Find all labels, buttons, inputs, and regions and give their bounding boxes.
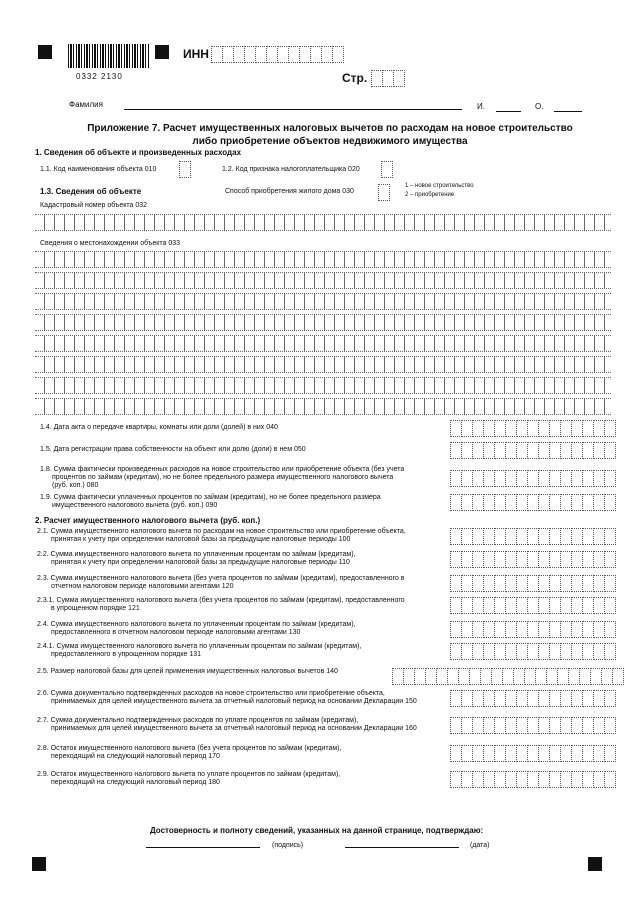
section2-item-line2: принятая к учету при определении налоговой базы за предыдущие налоговые периоды 100 [51, 536, 351, 543]
field-1-8-line3: (руб. коп.) 080 [52, 482, 99, 489]
section2-item-line1: 2.3. Сумма имущественного налогового вычета (без учета процентов по займам (кредитам), предоставленного в [37, 575, 405, 582]
section2-item-line1: 2.4. Сумма имущественного налогового вычета по уплаченным процентам по займам (кредитам), [37, 621, 356, 628]
initial-o-line[interactable] [554, 111, 582, 112]
section2-item-cells[interactable] [450, 717, 615, 734]
signature-label: (подпись) [272, 842, 304, 849]
acquisition-method-cells[interactable] [378, 184, 389, 201]
section2-item-line2: принимаемых для целей имущественного вычета за отчетный налоговый период на основании Декларации 150 [51, 698, 417, 705]
field-1-5-cells[interactable] [450, 442, 615, 459]
field-1-1-cells[interactable] [179, 161, 190, 178]
section2-item-label [37, 621, 447, 637]
marker-bottom-left [32, 857, 46, 871]
section2-item-label [37, 668, 447, 676]
section2-item-line1: 2.4.1. Сумма имущественного налогового вычета по уплаченным процентам по займам (кредитам), [37, 643, 362, 650]
marker-bottom-right [588, 857, 602, 871]
field-1-5-label: 1.5. Дата регистрации права собственности на объект или долю (доли) в нем 050 [40, 446, 306, 453]
option-acquisition: 2 – приобретение [405, 192, 455, 198]
section2-item-line2: отчетном налоговом периоде налоговыми агентами 120 [51, 583, 234, 590]
field-1-8-line2: процентов по займам (кредитам), но не более предельного размера имущественного налогового вычета [52, 474, 394, 481]
option-new-construction: 1 – новое строительство [405, 183, 474, 189]
section2-item-label [37, 771, 447, 787]
section2-item-cells[interactable] [450, 643, 615, 660]
section2-item-line1: 2.3.1. Сумма имущественного налогового вычета (без учета процентов по займам (кредитам), предоставленного [37, 597, 405, 604]
section2-item-line1: 2.5. Размер налоговой базы для целей применения имущественных налоговых вычетов 140 [37, 668, 338, 675]
section1-heading: 1. Сведения об объекте и произведенных расходах [35, 148, 242, 157]
section2-item-line1: 2.6. Сумма документально подтвержденных расходов на новое строительство или приобретение объекта, [37, 690, 385, 697]
initial-i-line[interactable] [496, 111, 521, 112]
section2-item-cells[interactable] [450, 575, 615, 592]
section2-item-line2: предоставленного в упрощенном порядке 131 [51, 651, 202, 658]
section2-item-cells[interactable] [450, 528, 615, 545]
cadastral-cells[interactable] [35, 214, 611, 235]
section2-item-line2: в упрощенном порядке 121 [51, 605, 140, 612]
field-1-4-label: 1.4. Дата акта о передаче квартиры, комнаты или доли (долей) в них 040 [40, 424, 278, 431]
section2-item-cells[interactable] [450, 690, 615, 707]
page-cells[interactable] [371, 70, 404, 87]
date-label: (дата) [470, 842, 490, 849]
surname-label: Фамилия [69, 100, 103, 109]
section2-item-line2: переходящий на следующий налоговый период 170 [51, 753, 220, 760]
section2-item-label [37, 528, 447, 544]
location-cells[interactable] [35, 251, 611, 419]
field-1-8-label [40, 466, 450, 490]
field-1-4-cells[interactable] [450, 420, 615, 437]
barcode [68, 44, 150, 68]
section2-item-cells[interactable] [450, 551, 615, 568]
section2-item-cells[interactable] [450, 621, 615, 638]
field-1-8-cells[interactable] [450, 470, 615, 487]
section2-item-label [37, 643, 447, 659]
field-1-9-line1: 1.9. Сумма фактически уплаченных процентов по займам (кредитам), но не более предельного размера [40, 494, 381, 501]
section2-item-line1: 2.1. Сумма имущественного налогового вычета по расходам на новое строительство или приобретение объекта, [37, 528, 406, 535]
section2-item-line2: принятая к учету при определении налоговой базы за предыдущие налоговые периоды 110 [51, 559, 350, 566]
section2-item-label [37, 690, 447, 706]
confirmation-text: Достоверность и полноту сведений, указанных на данной странице, подтверждаю: [150, 826, 484, 835]
section2-item-label [37, 717, 447, 733]
section2-item-cells[interactable] [450, 597, 615, 614]
inn-cells[interactable] [211, 46, 343, 63]
field-1-3-label: 1.3. Сведения об объекте [40, 187, 142, 196]
section2-item-label [37, 551, 447, 567]
section2-item-line2: принимаемых для целей имущественного вычета за отчетный налоговый период на основании Декларации 160 [51, 725, 417, 732]
section2-item-label [37, 597, 447, 613]
section2-item-line1: 2.9. Остаток имущественного налогового вычета по уплате процентов по займам (кредитам), [37, 771, 341, 778]
acquisition-options [405, 182, 474, 200]
field-1-9-cells[interactable] [450, 494, 615, 511]
acquisition-method-label: Способ приобретения жилого дома 030 [225, 188, 354, 195]
section2-item-label [37, 575, 447, 591]
marker-top-left [38, 45, 52, 59]
page-title-line2: либо приобретение объектов недвижимого имущества [192, 136, 468, 147]
page-label: Стр. [342, 71, 368, 85]
marker-top-right [155, 45, 169, 59]
initial-o-label: О. [535, 102, 544, 111]
location-label: Сведения о местонахождении объекта 033 [40, 240, 180, 247]
page-title-line1: Приложение 7. Расчет имущественных налоговых вычетов по расходам на новое строительство [87, 123, 573, 134]
section2-item-line1: 2.8. Остаток имущественного налогового вычета (без учета процентов по займам (кредитам), [37, 745, 342, 752]
field-1-1-label: 1.1. Код наименования объекта 010 [40, 166, 157, 173]
date-line[interactable] [345, 847, 459, 848]
cadastral-label: Кадастровый номер объекта 032 [40, 202, 148, 209]
section2-item-line2: переходящий на следующий налоговый период 180 [51, 779, 220, 786]
field-1-2-cells[interactable] [381, 161, 392, 178]
section2-item-cells[interactable] [450, 745, 615, 762]
section2-item-cells[interactable] [392, 668, 623, 685]
surname-line[interactable] [124, 109, 462, 110]
field-1-8-line1: 1.8. Сумма фактически произведенных расходов на новое строительство или приобретение объекта (без учета [40, 466, 405, 473]
field-1-9-label [40, 494, 450, 510]
field-1-2-label: 1.2. Код признака налогоплательщика 020 [222, 166, 360, 173]
section2-heading: 2. Расчет имущественного налогового вычета (руб. коп.) [35, 516, 261, 525]
section2-item-line2: предоставленного в отчетном налоговом периоде налоговыми агентами 130 [51, 629, 301, 636]
section2-item-line1: 2.7. Сумма документально подтвержденных расходов по уплате процентов по займам (кредитам), [37, 717, 359, 724]
barcode-number: 0332 2130 [76, 72, 123, 81]
page-title [60, 122, 600, 148]
section2-item-cells[interactable] [450, 771, 615, 788]
section2-item-label [37, 745, 447, 761]
signature-line[interactable] [146, 847, 260, 848]
inn-label: ИНН [183, 47, 209, 61]
initial-i-label: И. [477, 102, 485, 111]
field-1-9-line2: имущественного налогового вычета (руб. коп.) 090 [52, 502, 218, 509]
section2-item-line1: 2.2. Сумма имущественного налогового вычета по уплаченным процентам по займам (кредитам), [37, 551, 356, 558]
